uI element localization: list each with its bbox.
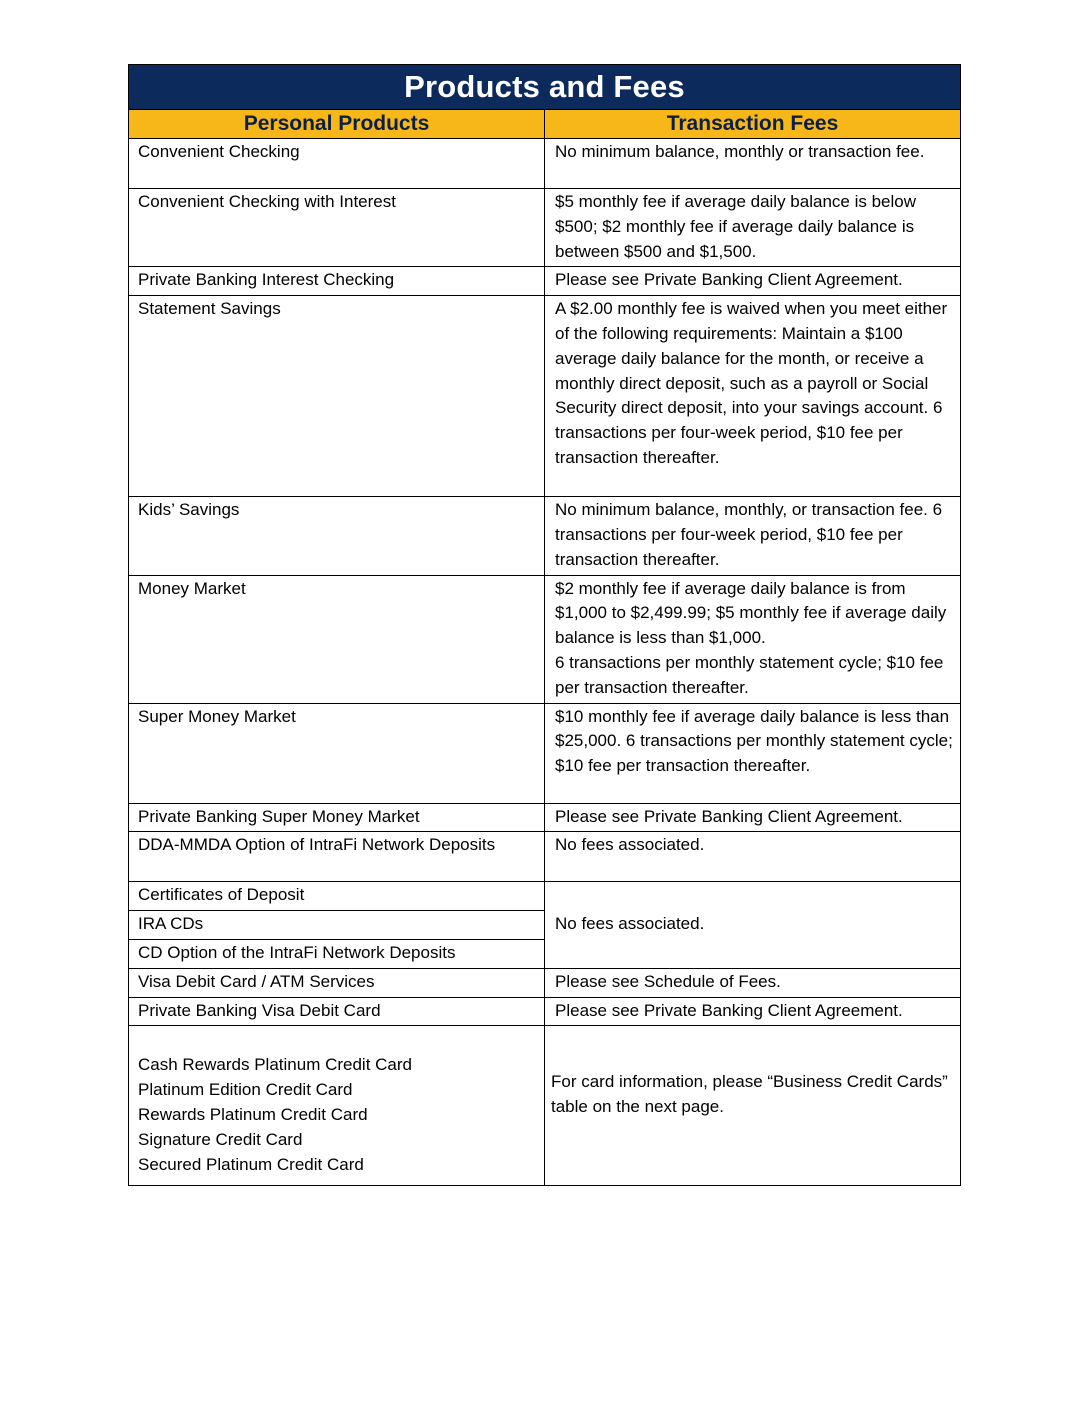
product-cell: Private Banking Super Money Market [129,803,545,832]
table-header-row [129,110,961,139]
fee-line: $2 monthly fee if average daily balance is from $1,000 to $2,499.99; $5 monthly fee if average daily balance is less than $1,000. [555,578,947,648]
fee-cell: $10 monthly fee if average daily balance is less than $25,000. 6 transactions per monthly statement cycle; $10 fee per transaction thereafter. [545,703,961,803]
product-cell: Private Banking Visa Debit Card [129,997,545,1026]
fee-cell: A $2.00 monthly fee is waived when you meet either of the following requirements: Maintain a $100 average daily balance for the month, or receive a monthly direct deposit, such as a payroll or Social Security direct deposit, into your savings account. 6 transactions per four-week period, $10 fee per transaction thereafter. [545,296,961,497]
product-cell [129,1026,545,1186]
product-cell: IRA CDs [129,911,545,940]
table-row [129,968,961,997]
fee-cell: Please see Private Banking Client Agreement. [545,803,961,832]
fee-cell: Please see Schedule of Fees. [545,968,961,997]
table-row [129,296,961,497]
product-cell: DDA-MMDA Option of IntraFi Network Deposits [129,832,545,882]
fee-cell: $5 monthly fee if average daily balance is below $500; $2 monthly fee if average daily balance is between $500 and $1,500. [545,189,961,267]
product-cell: Convenient Checking with Interest [129,189,545,267]
column-header-personal-products: Personal Products [129,110,545,139]
product-cell: Statement Savings [129,296,545,497]
fee-cell: No minimum balance, monthly or transaction fee. [545,139,961,189]
fee-cell: No minimum balance, monthly, or transaction fee. 6 transactions per four-week period, $10 fee per transaction thereafter. [545,497,961,575]
credit-card-product: Rewards Platinum Credit Card [138,1104,368,1124]
product-cell: Super Money Market [129,703,545,803]
table-row [129,1026,961,1186]
table-row [129,189,961,267]
credit-card-product: Secured Platinum Credit Card [138,1154,364,1174]
product-cell: Kids’ Savings [129,497,545,575]
table-row [129,803,961,832]
table-title-row [129,65,961,110]
product-cell: Certificates of Deposit [129,882,545,911]
product-cell: Money Market [129,575,545,703]
table-row [129,997,961,1026]
fee-cell [545,575,961,703]
fee-line: 6 transactions per monthly statement cycle; $10 fee per transaction thereafter. [555,652,944,697]
table-title: Products and Fees [129,65,961,110]
product-cell: Private Banking Interest Checking [129,267,545,296]
table-row [129,882,961,911]
product-cell: CD Option of the IntraFi Network Deposits [129,939,545,968]
table-row [129,575,961,703]
credit-card-product: Cash Rewards Platinum Credit Card [138,1055,412,1075]
table-row [129,832,961,882]
fee-cell: No fees associated. [545,832,961,882]
table-row [129,497,961,575]
table-row [129,703,961,803]
fee-cell: Please see Private Banking Client Agreement. [545,997,961,1026]
products-and-fees-table [128,64,961,1186]
product-cell: Convenient Checking [129,139,545,189]
product-cell: Visa Debit Card / ATM Services [129,968,545,997]
fee-cell: For card information, please “Business Credit Cards” table on the next page. [545,1026,961,1186]
table-row [129,267,961,296]
column-header-transaction-fees: Transaction Fees [545,110,961,139]
credit-card-product: Signature Credit Card [138,1129,303,1149]
fee-cell: Please see Private Banking Client Agreement. [545,267,961,296]
credit-card-product: Platinum Edition Credit Card [138,1080,353,1100]
fee-cell: No fees associated. [545,882,961,968]
table-row [129,139,961,189]
